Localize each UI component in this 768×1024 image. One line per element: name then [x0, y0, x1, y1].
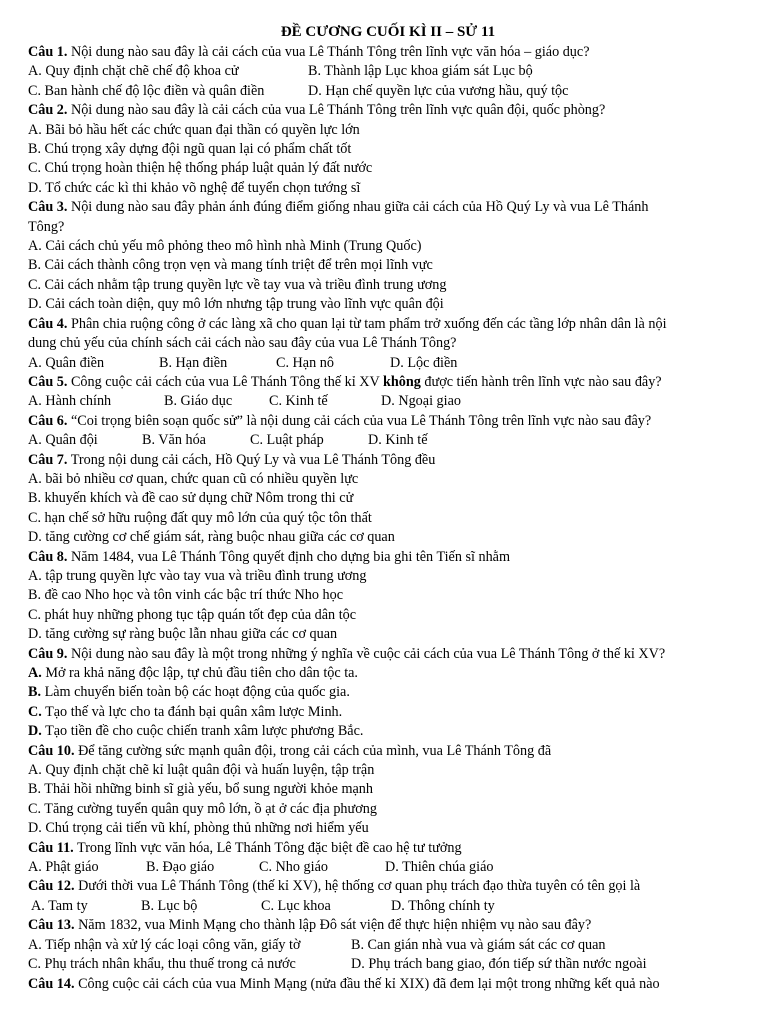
option-letter: C.	[28, 703, 42, 720]
option-c: C. Hạn nô	[276, 354, 334, 371]
option-letter: A.	[28, 665, 42, 681]
question-4	[28, 315, 748, 334]
option-a: A. Quy định chặt chẽ chế độ khoa cử	[28, 63, 239, 80]
question-5	[28, 373, 748, 392]
option-b: B. Văn hóa	[142, 432, 206, 449]
options-row	[28, 392, 748, 411]
option-a: A. Hành chính	[28, 393, 112, 410]
question-label: Câu 4.	[28, 315, 68, 332]
question-text: Nội dung nào sau đây phản ánh đúng điểm giống nhau giữa cải cách của Hồ Quý Ly và vua Lê Thánh	[67, 199, 649, 216]
option-c: C. Nho giáo	[259, 859, 328, 876]
question-9	[28, 645, 748, 664]
question-text: Nội dung nào sau đây là một trong những ý nghĩa về cuộc cải cách của vua Lê Thánh Tông ở thế kỉ XV?	[67, 645, 666, 662]
question-label: Câu 11.	[28, 839, 74, 856]
question-8	[28, 548, 748, 567]
question-text: Nội dung nào sau đây là cải cách của vua Lê Thánh Tông trên lĩnh vực quân đội, quốc phòng?	[67, 102, 606, 119]
option-b: B. Thành lập Lục khoa giám sát Lục bộ	[308, 63, 533, 80]
option-d: D. tăng cường sự ràng buộc lẫn nhau giữa các cơ quan	[28, 626, 338, 643]
option-b: B. Can gián nhà vua và giám sát các cơ quan	[351, 936, 606, 953]
options-row	[28, 431, 748, 450]
option-b: B. Đạo giáo	[146, 859, 215, 876]
option-b: B. đề cao Nho học và tôn vinh các bậc trí thức Nho học	[28, 587, 343, 604]
option-c	[28, 703, 748, 722]
emphasis-word: không	[383, 373, 421, 390]
option-b: B. Hạn điền	[159, 354, 228, 371]
question-text: Trong lĩnh vực văn hóa, Lê Thánh Tông đặc biệt đề cao hệ tư tưởng	[73, 839, 462, 856]
option-d: D. Chú trọng cải tiến vũ khí, phòng thủ những nơi hiểm yếu	[28, 820, 369, 837]
question-11	[28, 839, 748, 858]
options-row	[28, 354, 748, 373]
options-row	[28, 858, 748, 877]
question-label: Câu 8.	[28, 548, 68, 565]
question-text: Nội dung nào sau đây là cải cách của vua Lê Thánh Tông trên lĩnh vực văn hóa – giáo dục?	[67, 44, 590, 60]
question-text: Trong nội dung cải cách, Hồ Quý Ly và vua Lê Thánh Tông đều	[67, 451, 436, 468]
option-c: C. Cải cách nhằm tập trung quyền lực về tay vua và triều đình trung ương	[28, 276, 447, 293]
question-text: Năm 1832, vua Minh Mạng cho thành lập Đô sát viện để thực hiện nhiệm vụ nào sau đây?	[74, 917, 592, 934]
option-a: A. Tiếp nhận và xử lý các loại công văn, giấy tờ	[28, 936, 301, 953]
question-13	[28, 916, 748, 935]
option-b: B. Lục bộ	[141, 897, 198, 914]
option-c: C. Kinh tế	[269, 393, 328, 410]
option-c: C. phát huy những phong tục tập quán tốt đẹp của dân tộc	[28, 606, 357, 623]
option-a: A. Quân điền	[28, 354, 105, 371]
option-c: C. Luật pháp	[250, 432, 324, 449]
question-label: Câu 5.	[28, 373, 68, 390]
option-a	[28, 664, 748, 683]
option-a: A. Cải cách chủ yếu mô phỏng theo mô hình nhà Minh (Trung Quốc)	[28, 238, 422, 255]
option-d: D. Kinh tế	[368, 432, 428, 449]
option-d: D. Thông chính ty	[391, 897, 495, 914]
question-label: Câu 9.	[28, 645, 68, 662]
question-text-continued: dung chủ yếu của chính sách cải cách nào sau đây của vua Lê Thánh Tông?	[28, 335, 457, 352]
option-text: Tạo thế và lực cho ta đánh bại quân xâm lược Minh.	[41, 703, 343, 720]
question-label: Câu 12.	[28, 878, 75, 895]
option-b: B. Giáo dục	[164, 393, 233, 410]
question-3	[28, 198, 748, 217]
option-a: A. tập trung quyền lực vào tay vua và triều đình trung ương	[28, 567, 367, 584]
option-c: C. Phụ trách nhân khẩu, thu thuế trong cả nước	[28, 956, 296, 973]
question-1	[28, 43, 748, 62]
question-2	[28, 101, 748, 120]
option-a: A. bãi bỏ nhiều cơ quan, chức quan cũ có nhiều quyền lực	[28, 470, 359, 487]
question-label: Câu 14.	[28, 975, 75, 992]
question-text: Công cuộc cải cách của vua Lê Thánh Tông thế kỉ XV	[67, 373, 383, 390]
option-c: C. Chú trọng hoàn thiện hệ thống pháp luật quản lý đất nước	[28, 160, 373, 177]
option-b: B. Chú trọng xây dựng đội ngũ quan lại có phẩm chất tốt	[28, 141, 352, 158]
option-b: B. Thải hồi những binh sĩ già yếu, bổ sung người khỏe mạnh	[28, 781, 373, 798]
option-c: C. Lục khoa	[261, 897, 331, 914]
option-b: B. khuyến khích và đề cao sử dụng chữ Nôm trong thi cử	[28, 490, 354, 507]
question-text: Công cuộc cải cách của vua Minh Mạng (nửa đầu thế kỉ XIX) đã đem lại một trong những kết quả nào	[74, 975, 660, 992]
question-label: Câu 3.	[28, 199, 68, 216]
question-text-continued: Tông?	[28, 218, 65, 235]
option-d: D. Hạn chế quyền lực của vương hầu, quý tộc	[308, 82, 569, 99]
page-title: ĐỀ CƯƠNG CUỐI KÌ II – SỬ 11	[280, 24, 496, 40]
option-d: D. Lộc điền	[390, 354, 458, 371]
question-label: Câu 10.	[28, 742, 75, 759]
option-d	[28, 722, 748, 741]
option-d: D. Phụ trách bang giao, đón tiếp sứ thần nước ngoài	[351, 956, 647, 973]
question-text-end: được tiến hành trên lĩnh vực nào sau đây?	[420, 373, 662, 390]
option-b	[28, 683, 748, 702]
question-label: Câu 1.	[28, 44, 68, 60]
question-14	[28, 975, 748, 994]
question-10	[28, 742, 748, 761]
options-row	[28, 897, 748, 916]
options-row	[28, 955, 748, 974]
options-row	[28, 62, 748, 81]
question-text: Năm 1484, vua Lê Thánh Tông quyết định cho dựng bia ghi tên Tiến sĩ nhằm	[67, 548, 511, 565]
options-row	[28, 936, 748, 955]
question-text: “Coi trọng biên soạn quốc sử” là nội dung cải cách của vua Lê Thánh Tông trên lĩnh vực nào sau đây?	[67, 412, 652, 429]
option-text: Mở ra khả năng độc lập, tự chủ đầu tiên cho dân tộc ta.	[41, 665, 358, 681]
option-d: D. Thiên chúa giáo	[385, 859, 494, 876]
option-text: Làm chuyển biến toàn bộ các hoạt động của quốc gia.	[41, 684, 350, 701]
option-letter: B.	[28, 684, 42, 701]
option-c: C. hạn chế sở hữu ruộng đất quy mô lớn của quý tộc tôn thất	[28, 509, 372, 526]
question-12	[28, 877, 748, 896]
option-d: D. Ngoại giao	[381, 393, 461, 410]
question-text: Phân chia ruộng công ở các làng xã cho quan lại từ tam phẩm trở xuống đến các tầng lớp nhân dân là nội	[67, 315, 667, 332]
option-c: C. Ban hành chế độ lộc điền và quân điền	[28, 82, 265, 99]
option-a: A. Phật giáo	[28, 859, 99, 876]
question-7	[28, 451, 748, 470]
option-d: D. Cải cách toàn diện, quy mô lớn nhưng tập trung vào lĩnh vực quân đội	[28, 296, 444, 313]
question-label: Câu 7.	[28, 451, 68, 468]
question-label: Câu 6.	[28, 412, 68, 429]
question-text: Dưới thời vua Lê Thánh Tông (thế kỉ XV), hệ thống cơ quan phụ trách đạo thừa tuyên có tên gọi là	[74, 878, 641, 895]
option-a: A. Quy định chặt chẽ kỉ luật quân đội và huấn luyện, tập trận	[28, 762, 375, 779]
question-label: Câu 2.	[28, 102, 68, 119]
option-a: A. Bãi bỏ hầu hết các chức quan đại thần có quyền lực lớn	[28, 121, 360, 138]
question-label: Câu 13.	[28, 917, 75, 934]
question-text: Để tăng cường sức mạnh quân đội, trong cải cách của mình, vua Lê Thánh Tông đã	[74, 742, 552, 759]
option-c: C. Tăng cường tuyển quân quy mô lớn, ồ ạt ở các địa phương	[28, 800, 377, 817]
options-row	[28, 82, 748, 101]
option-d: D. Tổ chức các kì thi khảo võ nghệ để tuyển chọn tướng sĩ	[28, 179, 361, 196]
option-text: Tạo tiền đề cho cuộc chiến tranh xâm lược phương Bắc.	[41, 723, 364, 740]
option-letter: D.	[28, 723, 42, 740]
option-b: B. Cải cách thành công trọn vẹn và mang tính triệt để trên mọi lĩnh vực	[28, 257, 433, 274]
option-a: A. Quân đội	[28, 432, 98, 449]
question-6	[28, 412, 748, 431]
option-d: D. tăng cường cơ chế giám sát, ràng buộc nhau giữa các cơ quan	[28, 529, 395, 546]
option-a: A. Tam ty	[31, 897, 88, 914]
